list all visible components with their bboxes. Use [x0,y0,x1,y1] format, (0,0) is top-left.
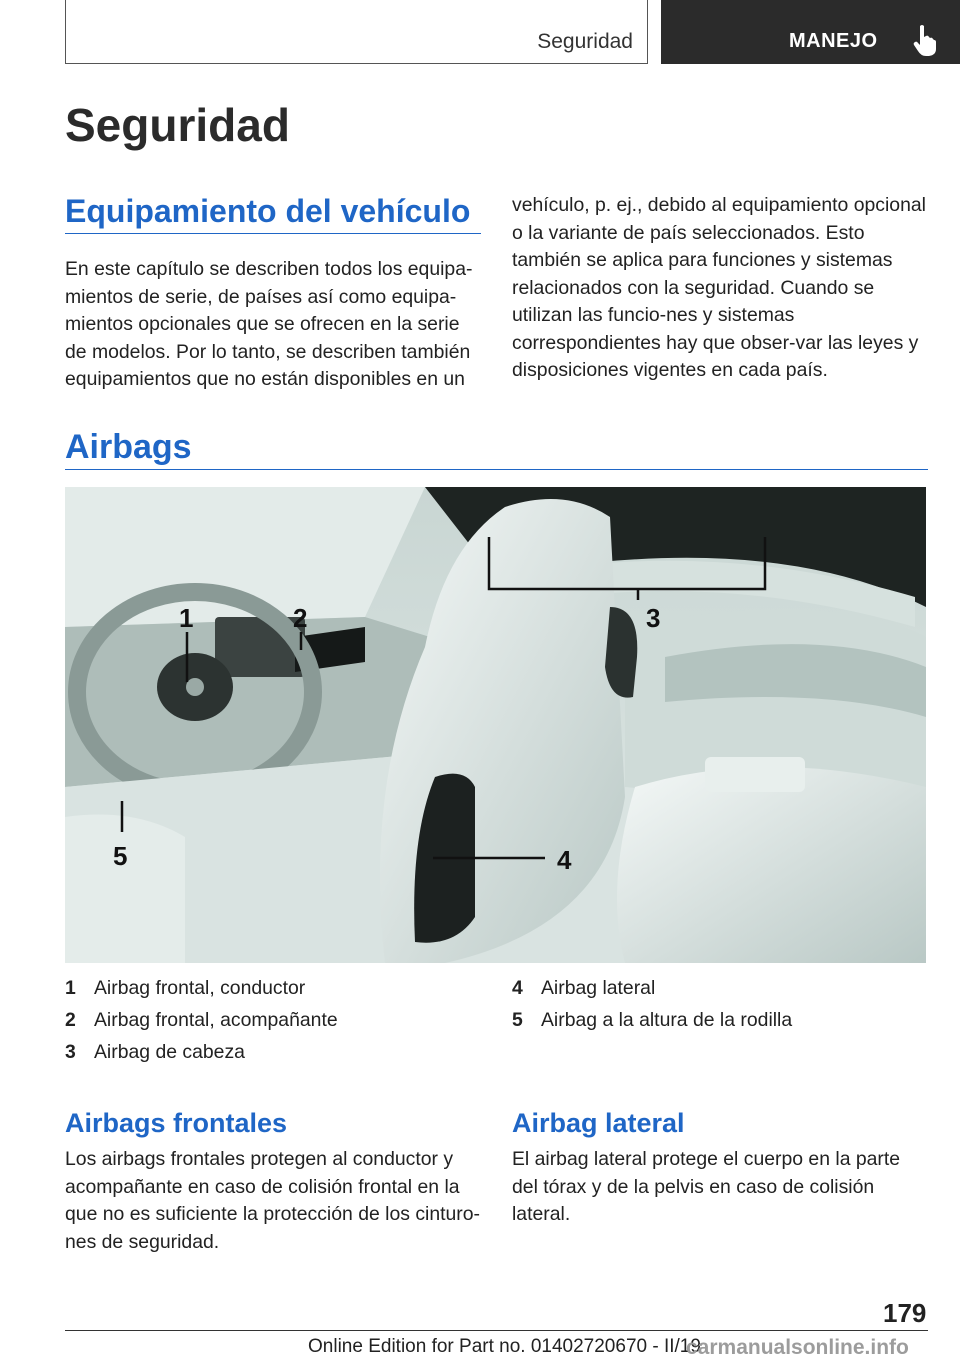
legend-item [65,975,481,1007]
legend-label: Airbag lateral [541,977,656,999]
header-section-label: Seguridad [537,30,633,53]
section-title-airbags: Airbags [65,428,192,466]
figure-callout-1: 1 [179,603,194,633]
legend-item [512,975,928,1007]
legend-number: 3 [65,1041,76,1063]
lateral-text: El airbag lateral protege el cuerpo en la parte del tórax y de la pelvis en caso de colisión lateral. [512,1148,901,1225]
car-interior-illustration [65,487,926,963]
subsection-title-frontal: Airbags frontales [65,1108,288,1138]
watermark: carmanualsonline.info [686,1336,909,1359]
frontal-text: Los airbags frontales protegen al conductor y acompañante en caso de colisión frontal en la que no es suficiente la protección de los cinturo-nes de seguridad. [65,1148,480,1253]
header-section-box [65,0,648,64]
legend-number: 2 [65,1009,76,1031]
footer-rule [65,1330,928,1331]
page-number: 179 [883,1298,927,1328]
legend-number: 4 [512,977,523,999]
legend-label: Airbag a la altura de la rodilla [541,1009,793,1031]
equipment-text-col2: vehículo, p. ej., debido al equipamiento opcional o la variante de país seleccionados. Esto también se aplica para funciones y sistemas relacionados con la seguridad. Cuando se utilizan las funcio-nes y sistemas correspondientes hay que obser-var las leyes y disposiciones vigentes en cada país. [512,194,926,381]
section-rule-equipment [65,233,481,234]
page-title: Seguridad [65,99,290,151]
section-rule-airbags [65,469,928,470]
legend-item [65,1039,481,1071]
figure-callout-4: 4 [557,845,572,875]
figure-callout-5: 5 [113,841,128,871]
pointing-hand-icon [913,24,939,56]
figure-legend-col2 [512,975,928,1039]
section-title-equipment: Equipamiento del vehículo [65,193,471,229]
legend-label: Airbag frontal, conductor [94,977,306,999]
header-chapter-tab [661,0,960,64]
legend-number: 5 [512,1009,523,1031]
legend-label: Airbag frontal, acompañante [94,1009,338,1031]
airbags-figure [65,487,926,963]
footer-edition: Online Edition for Part no. 01402720670 - II/19 [308,1336,701,1357]
figure-callout-3: 3 [646,603,661,633]
legend-label: Airbag de cabeza [94,1041,245,1063]
equipment-text-col1: En este capítulo se describen todos los equipa-mientos de serie, de países así como equipa-mientos opcionales que se ofrecen en la serie de modelos. Por lo tanto, se describen también equipamientos que no están disponibles en un [65,258,473,390]
figure-legend-col1 [65,975,481,1071]
legend-item [65,1007,481,1039]
header-chapter-label: MANEJO [789,30,878,52]
figure-callout-2: 2 [293,603,308,633]
legend-number: 1 [65,977,76,999]
subsection-title-lateral: Airbag lateral [512,1108,685,1138]
legend-item [512,1007,928,1039]
